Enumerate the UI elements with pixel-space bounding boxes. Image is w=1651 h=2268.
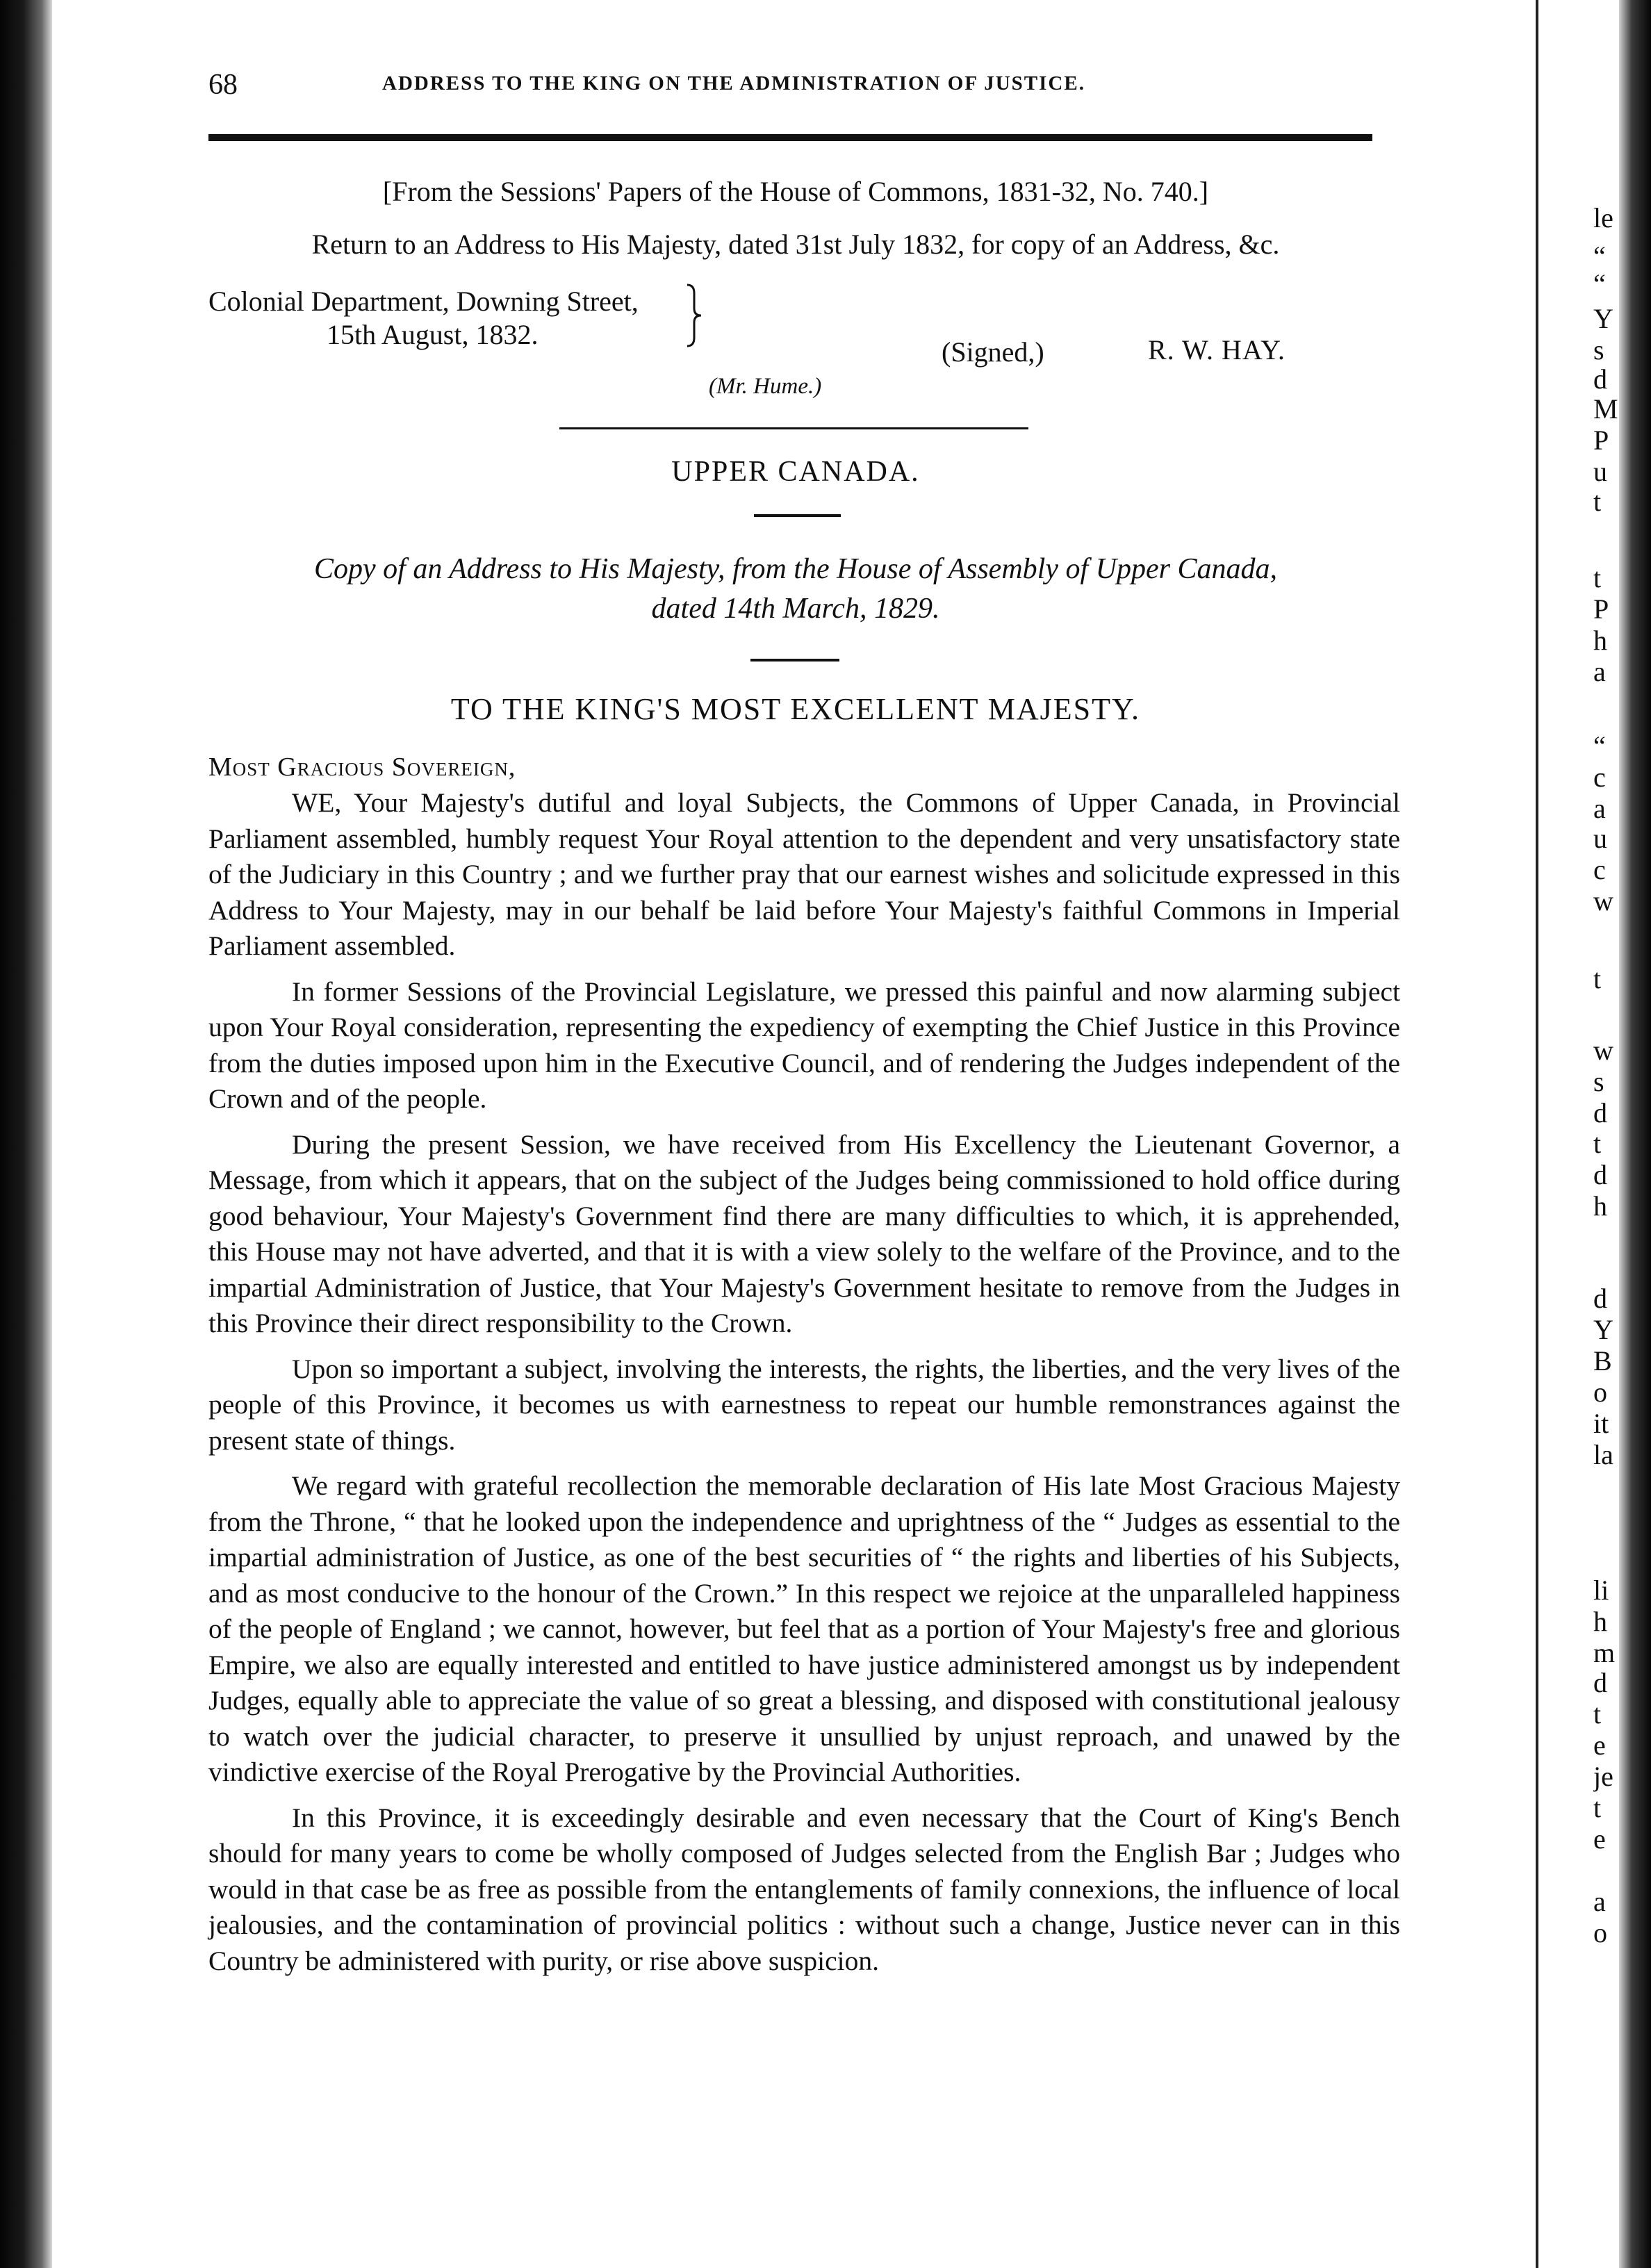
paragraph: During the present Session, we have received from His Excellency the Lieutenant Governor, a Message, from which it appears, that on the subject of the Judges being commissioned to hold office during good behaviour, Your Majesty's Government find there are many difficulties to which, it is apprehended, this House may not have adverted, and that it is with a view solely to the welfare of the Province, and to the impartial Administration of Justice, that Your Majesty's Government hesitate to remove from the Judges in this Province their direct responsibility to the Crown. xyxy=(208,1128,1400,1338)
paragraph: Upon so important a subject, involving the interests, the rights, the liberties, and the very lives of the people of this Province, it becomes us with earnestness to repeat our humble remonstrances against the present state of things. xyxy=(208,1353,1400,1456)
facing-page-fragment xyxy=(1593,0,1635,2268)
facing-fragment: w xyxy=(1593,885,1613,917)
facing-fragment: “ xyxy=(1593,730,1606,762)
facing-fragment: c xyxy=(1593,762,1606,793)
facing-fragment: Y xyxy=(1593,1314,1613,1345)
facing-fragment: la xyxy=(1593,1439,1613,1470)
return-line: Return to an Address to His Majesty, dated 31st July 1832, for copy of an Address, &c. xyxy=(311,229,1280,260)
copy-line: Copy of an Address to His Majesty, from the House of Assembly of Upper Canada, xyxy=(314,553,1277,585)
facing-fragment: le xyxy=(1593,202,1613,233)
short-rule xyxy=(754,514,841,517)
address-body xyxy=(208,785,1400,1989)
facing-fragment: u xyxy=(1593,823,1607,854)
facing-fragment: m xyxy=(1593,1637,1616,1668)
facing-fragment: h xyxy=(1593,1190,1607,1222)
facing-fragment: o xyxy=(1593,1377,1607,1408)
facing-fragment: a xyxy=(1593,793,1606,824)
address-heading: TO THE KING'S MOST EXCELLENT MAJESTY. xyxy=(450,692,1141,726)
facing-fragment: d xyxy=(1593,1097,1607,1128)
facing-fragment: it xyxy=(1593,1408,1609,1439)
facing-fragment: P xyxy=(1593,593,1609,625)
mover-name: (Mr. Hume.) xyxy=(709,374,822,399)
copy-date-line: dated 14th March, 1829. xyxy=(651,593,940,625)
facing-fragment: d xyxy=(1593,363,1607,395)
facing-fragment: t xyxy=(1593,1792,1602,1823)
signatory: R. W. HAY. xyxy=(1148,334,1286,365)
facing-fragment: t xyxy=(1593,1128,1602,1159)
facing-fragment: h xyxy=(1593,1606,1607,1637)
facing-fragment: h xyxy=(1593,625,1607,656)
facing-fragment: t xyxy=(1593,963,1602,994)
facing-fragment: “ xyxy=(1593,268,1606,299)
header-rule xyxy=(208,134,1372,141)
facing-fragment: P xyxy=(1593,425,1609,456)
facing-fragment: je xyxy=(1593,1761,1613,1792)
facing-fragment: d xyxy=(1593,1159,1607,1190)
salutation: Most Gracious Sovereign, xyxy=(208,753,516,782)
running-head: ADDRESS TO THE KING ON THE ADMINISTRATION OF JUSTICE. xyxy=(382,72,1085,94)
facing-fragment: e xyxy=(1593,1823,1606,1855)
facing-fragment: t xyxy=(1593,562,1602,593)
paragraph: We regard with grateful recollection the memorable declaration of His late Most Gracious Majesty from the Throne, “ that he looked upon the independence and uprightness of the “ Judges as essential to the impartial administration of Justice, as one of the best securities of “ the rights and liberties of his Subjects, and as most conducive to the honour of the Crown.” In this respect we rejoice at the unparalleled happiness of the people of England ; we cannot, however, but feel that as a portion of Your Majesty's free and glorious Empire, we also are equally interested and entitled to have justice administered amongst us by independent Judges, equally able to appreciate the value of so great a blessing, and disposed with constitutional jealousy to watch over the judicial character, to preserve it unsullied by unjust reproach, and unawed by the vindictive exercise of the Royal Prerogative by the Provincial Authorities. xyxy=(208,1470,1400,1787)
paragraph: In this Province, it is exceedingly desirable and even necessary that the Court of King's Bench should for many years to come be wholly composed of Judges selected from the English Bar ; Judges who would in that case be as free as possible from the entanglements of family connexions, the influence of local jealousies, and the contamination of provincial politics : without such a change, Justice never can in this Country be administered with purity, or rise above suspicion. xyxy=(208,1802,1400,1976)
facing-fragment: d xyxy=(1593,1667,1607,1698)
department-block xyxy=(208,285,639,352)
department-date: 15th August, 1832. xyxy=(327,319,539,350)
facing-fragment: s xyxy=(1593,334,1604,365)
facing-fragment: u xyxy=(1593,456,1607,487)
facing-fragment: o xyxy=(1593,1917,1607,1948)
short-rule xyxy=(750,659,839,662)
paragraph: In former Sessions of the Provincial Legislature, we pressed this painful and now alarming subject upon Your Royal consideration, representing the expediency of exempting the Chief Justice in this Province from the duties imposed upon him in the Executive Council, and of rendering the Judges independent of the Crown and of the people. xyxy=(208,976,1400,1114)
facing-fragment: s xyxy=(1593,1066,1604,1097)
source-citation: [From the Sessions' Papers of the House of Commons, 1831-32, No. 740.] xyxy=(382,176,1209,207)
facing-fragment: a xyxy=(1593,656,1606,687)
page-number: 68 xyxy=(208,69,238,101)
page-gutter xyxy=(1536,0,1538,2268)
facing-fragment: t xyxy=(1593,1698,1602,1729)
section-title: UPPER CANADA. xyxy=(671,456,920,488)
page-header xyxy=(208,68,1376,110)
facing-fragment: B xyxy=(1593,1345,1612,1377)
facing-fragment: e xyxy=(1593,1729,1606,1761)
facing-fragment: li xyxy=(1593,1575,1609,1606)
facing-fragment: c xyxy=(1593,854,1606,885)
facing-fragment: a xyxy=(1593,1886,1606,1917)
section-rule xyxy=(559,427,1028,429)
facing-fragment: M xyxy=(1593,393,1618,425)
facing-fragment: t xyxy=(1593,486,1602,517)
department-line: Colonial Department, Downing Street, xyxy=(208,286,639,317)
paragraph: WE, Your Majesty's dutiful and loyal Subjects, the Commons of Upper Canada, in Provincial Parliament assembled, humbly request Your Royal attention to the dependent and very unsatisfactory state of the Judiciary in this Country ; and we further pray that our earnest wishes and solicitude expressed in this Address to Your Majesty, may in our behalf be laid before Your Majesty's faithful Commons in Imperial Parliament assembled. xyxy=(208,787,1400,961)
brace-glyph xyxy=(684,284,705,347)
facing-fragment: w xyxy=(1593,1035,1613,1066)
signed-label: (Signed,) xyxy=(942,336,1044,368)
facing-fragment: d xyxy=(1593,1283,1607,1314)
facing-fragment: “ xyxy=(1593,240,1606,272)
facing-fragment: Y xyxy=(1593,303,1613,334)
